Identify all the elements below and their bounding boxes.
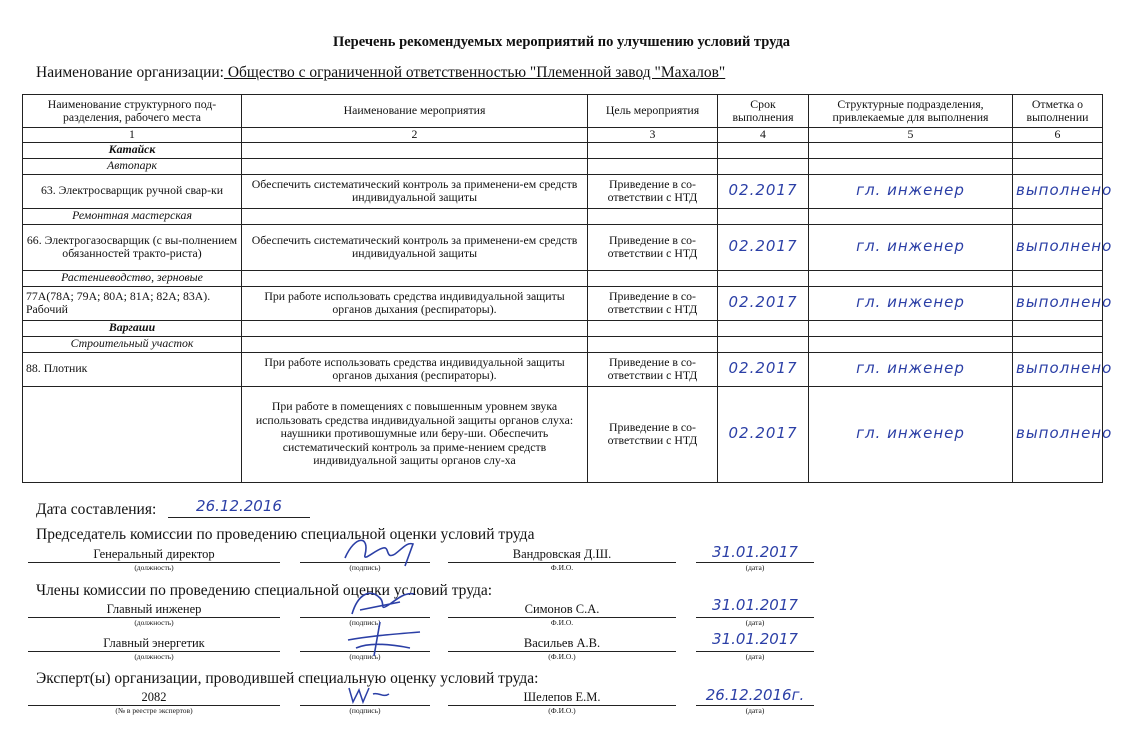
workplace-cell [23,386,242,482]
chair-name: Вандровская Д.Ш. [512,547,612,561]
table-row [23,224,1103,270]
dept-cell: гл. инженер [809,286,1013,320]
member2-name: Васильев А.В. [523,636,601,650]
dept-cell: гл. инженер [809,352,1013,386]
subgroup-label: Автопарк [23,158,242,174]
expert-name: Шелепов Е.М. [523,690,601,704]
mark-cell: выполнено [1013,352,1103,386]
col-number: 3 [588,128,718,143]
workplace-cell: 63. Электросварщик ручной свар-ки [23,174,242,208]
member1-date: 31.01.2017 [712,596,798,614]
mark-cell: выполнено [1013,386,1103,482]
measure-cell: При работе использовать средства индивидуальной защиты органов дыхания (респираторы). [242,352,588,386]
table-row [23,174,1103,208]
caption-date: (дата) [745,652,765,661]
organization-name: Общество с ограниченной ответственностью "Племенной завод "Махалов" [223,64,726,81]
term-cell: 02.2017 [718,352,809,386]
caption-fio: Ф.И.О. [550,563,574,572]
header-goal: Цель мероприятия [588,95,718,128]
workplace-cell: 88. Плотник [23,352,242,386]
chair-date: 31.01.2017 [712,543,798,561]
organization-line [36,64,725,82]
member2-signature [340,618,430,658]
member1-position: Главный инженер [106,602,202,616]
measure-cell: При работе использовать средства индивидуальной защиты органов дыхания (респираторы). [242,286,588,320]
expert-registry-number: 2082 [141,690,167,704]
caption-signature: (подпись) [349,652,381,661]
col-number: 6 [1013,128,1103,143]
goal-cell: Приведение в со-ответствии с НТД [588,286,718,320]
caption-position: (должность) [134,563,174,572]
chair-position: Генеральный директор [93,547,215,561]
subgroup-row [23,270,1103,286]
group-row [23,320,1103,336]
subgroup-label: Строительный участок [23,336,242,352]
term-cell: 02.2017 [718,286,809,320]
caption-position: (должность) [134,618,174,627]
table-row [23,286,1103,320]
caption-fio-paren: (Ф.И.О.) [548,652,576,661]
expert-signature [345,682,395,706]
caption-signature: (подпись) [349,618,381,627]
group-row [23,142,1103,158]
members-heading: Члены комиссии по проведению специальной оценки условий труда: [36,582,493,599]
member1-name: Симонов С.А. [524,602,600,616]
dept-cell: гл. инженер [809,174,1013,208]
goal-cell: Приведение в со-ответствии с НТД [588,352,718,386]
col-number: 2 [242,128,588,143]
caption-position: (должность) [134,652,174,661]
header-term: Срок выполнения [718,95,809,128]
term-cell: 02.2017 [718,224,809,270]
member2-position: Главный энергетик [103,636,205,650]
expert-date: 26.12.2016г. [705,686,805,704]
organization-label: Наименование организации: [36,64,224,81]
dept-cell: гл. инженер [809,386,1013,482]
col-number: 1 [23,128,242,143]
compilation-date: 26.12.2016 [196,497,282,515]
subgroup-label: Ремонтная мастерская [23,208,242,224]
caption-fio: Ф.И.О. [550,618,574,627]
member1-signature [340,584,430,620]
caption-signature: (подпись) [349,563,381,572]
term-cell: 02.2017 [718,386,809,482]
measures-table [22,94,1113,483]
mark-cell: выполнено [1013,174,1103,208]
mark-cell: выполнено [1013,286,1103,320]
col-number: 5 [809,128,1013,143]
dept-cell: гл. инженер [809,224,1013,270]
header-mark: Отметка о выполнении [1013,95,1103,128]
caption-registry: (№ в реестре экспертов) [115,706,193,715]
caption-date: (дата) [745,563,765,572]
term-cell: 02.2017 [718,174,809,208]
header-row [23,95,1103,128]
header-measure: Наименование мероприятия [242,95,588,128]
workplace-cell: 77А(78А; 79А; 80А; 81А; 82А; 83А). Рабочий [23,286,242,320]
workplace-cell: 66. Электрогазосварщик (с вы-полнением обязанностей тракто-риста) [23,224,242,270]
table-row [23,386,1103,482]
document-title: Перечень рекомендуемых мероприятий по улучшению условий труда [332,34,791,50]
header-place: Наименование структурного под-разделения, рабочего места [23,95,242,128]
table-row [23,352,1103,386]
caption-fio-paren: (Ф.И.О.) [548,706,576,715]
member2-date: 31.01.2017 [712,630,798,648]
mark-cell: выполнено [1013,224,1103,270]
date-label: Дата составления: [36,501,157,518]
goal-cell: Приведение в со-ответствии с НТД [588,224,718,270]
goal-cell: Приведение в со-ответствии с НТД [588,386,718,482]
header-dept: Структурные подразделения, привлекаемые для выполнения [809,95,1013,128]
measure-cell: Обеспечить систематический контроль за применени-ем средств индивидуальной защиты [242,224,588,270]
subgroup-row [23,336,1103,352]
subgroup-row [23,158,1103,174]
chair-heading: Председатель комиссии по проведению специальной оценки условий труда [36,526,535,543]
goal-cell: Приведение в со-ответствии с НТД [588,174,718,208]
caption-date: (дата) [745,706,765,715]
subgroup-label: Растениеводство, зерновые [23,270,242,286]
col-number: 4 [718,128,809,143]
group-label: Варгаши [23,320,242,336]
expert-heading: Эксперт(ы) организации, проводившей специальную оценку условий труда: [36,670,539,687]
caption-signature: (подпись) [349,706,381,715]
subgroup-row [23,208,1103,224]
group-label: Катайск [23,142,242,158]
measure-cell: Обеспечить систематический контроль за применени-ем средств индивидуальной защиты [242,174,588,208]
caption-date: (дата) [745,618,765,627]
column-numbers-row [23,128,1103,143]
measure-cell: При работе в помещениях с повышенным уровнем звука использовать средства индивидуальной защиты органов слуха: наушники противошумные или беру-ши. Обеспечить систематический контроль за приме-нением средств индивидуальной защиты органов слу-ха [242,386,588,482]
chair-signature [335,530,425,570]
